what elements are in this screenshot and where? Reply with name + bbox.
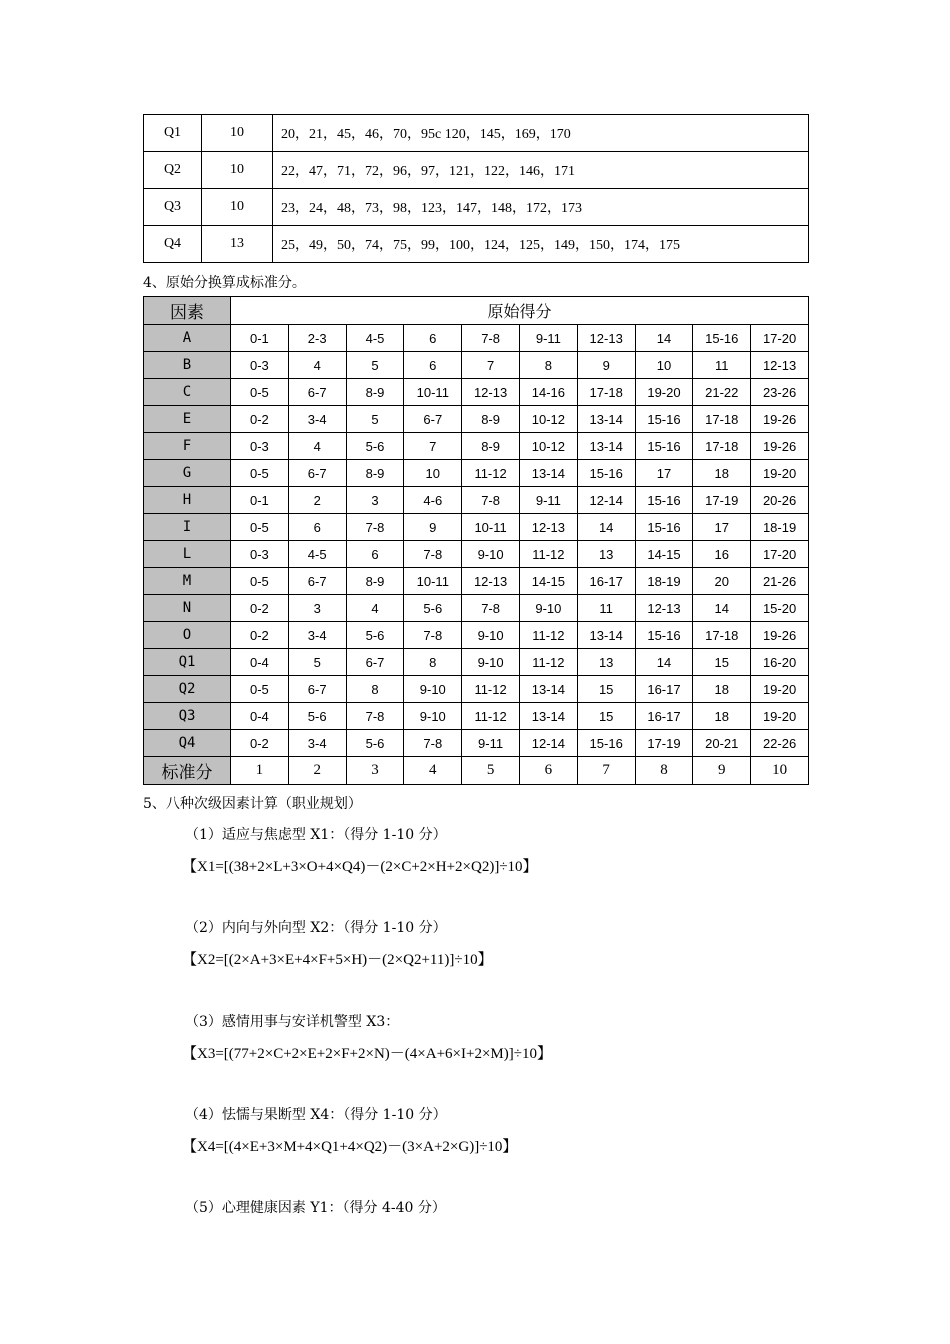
- x4-label: （4）怯懦与果断型 X4：（得分 1-10 分）: [185, 1107, 447, 1123]
- raw-score-range: 7-8: [462, 325, 520, 352]
- raw-score-range: 6-7: [288, 379, 346, 406]
- raw-score-range: 4-5: [346, 325, 404, 352]
- raw-score-range: 13-14: [519, 676, 577, 703]
- raw-score-range: 19-26: [751, 406, 809, 433]
- raw-score-range: 4: [346, 595, 404, 622]
- raw-score-range: 7: [404, 433, 462, 460]
- raw-score-range: 8-9: [346, 460, 404, 487]
- raw-score-range: 3-4: [288, 622, 346, 649]
- factor-label: E: [144, 406, 231, 433]
- raw-score-range: 16-17: [577, 568, 635, 595]
- standard-score: 10: [751, 757, 809, 785]
- raw-score-range: 15-16: [635, 622, 693, 649]
- raw-score-range: 4-5: [288, 541, 346, 568]
- raw-score-range: 18-19: [751, 514, 809, 541]
- raw-score-range: 9-10: [462, 541, 520, 568]
- item-count: 10: [202, 189, 273, 226]
- raw-score-range: 9-10: [404, 676, 462, 703]
- raw-score-range: 15-16: [577, 460, 635, 487]
- raw-score-range: 18-19: [635, 568, 693, 595]
- raw-score-range: 13-14: [519, 460, 577, 487]
- raw-score-range: 9: [577, 352, 635, 379]
- item-row: [144, 115, 809, 152]
- standard-score-label: 标准分: [144, 757, 231, 785]
- raw-score-range: 6: [404, 352, 462, 379]
- raw-score-range: 20-26: [751, 487, 809, 514]
- standard-score: 3: [346, 757, 404, 785]
- item-row: [144, 226, 809, 263]
- raw-score-range: 10-11: [404, 379, 462, 406]
- conversion-row: [144, 649, 809, 676]
- conversion-row: [144, 622, 809, 649]
- factor-label: O: [144, 622, 231, 649]
- item-factor: Q3: [144, 189, 202, 226]
- raw-score-range: 11-12: [462, 676, 520, 703]
- raw-score-range: 17-18: [693, 433, 751, 460]
- factor-label: I: [144, 514, 231, 541]
- standard-score: 4: [404, 757, 462, 785]
- raw-score-range: 18: [693, 460, 751, 487]
- raw-score-range: 5: [288, 649, 346, 676]
- raw-score-range: 6-7: [288, 460, 346, 487]
- item-count: 10: [202, 115, 273, 152]
- standard-score: 5: [462, 757, 520, 785]
- raw-score-range: 17-20: [751, 541, 809, 568]
- raw-score-range: 0-5: [231, 379, 289, 406]
- x1-label: （1）适应与焦虑型 X1：（得分 1-10 分）: [185, 827, 447, 843]
- raw-score-range: 17-19: [693, 487, 751, 514]
- conversion-row: [144, 433, 809, 460]
- raw-score-range: 9: [404, 514, 462, 541]
- raw-score-range: 3-4: [288, 406, 346, 433]
- raw-score-range: 12-13: [751, 352, 809, 379]
- raw-score-range: 11-12: [519, 541, 577, 568]
- raw-score-range: 15: [577, 676, 635, 703]
- item-numbers: 20，21，45，46，70，95c 120，145，169，170: [273, 115, 809, 152]
- raw-score-range: 4: [288, 433, 346, 460]
- raw-score-range: 0-2: [231, 730, 289, 757]
- raw-score-range: 15: [693, 649, 751, 676]
- raw-score-range: 3: [346, 487, 404, 514]
- factor-label: Q1: [144, 649, 231, 676]
- raw-score-range: 13: [577, 649, 635, 676]
- item-row: [144, 152, 809, 189]
- section-5-heading: 5、八种次级因素计算（职业规划）: [143, 796, 362, 812]
- raw-score-range: 11-12: [519, 622, 577, 649]
- conversion-row: [144, 352, 809, 379]
- raw-score-range: 9-10: [519, 595, 577, 622]
- raw-score-range: 17-19: [635, 730, 693, 757]
- raw-score-range: 12-13: [462, 568, 520, 595]
- raw-score-range: 14-15: [635, 541, 693, 568]
- standard-score-row: [144, 757, 809, 785]
- standard-score: 9: [693, 757, 751, 785]
- x3-label: （3）感情用事与安详机警型 X3：: [185, 1014, 400, 1030]
- raw-score-range: 10-12: [519, 433, 577, 460]
- raw-score-range: 14: [635, 325, 693, 352]
- x2-label: （2）内向与外向型 X2：（得分 1-10 分）: [185, 920, 447, 936]
- raw-score-range: 13-14: [519, 703, 577, 730]
- factor-label: G: [144, 460, 231, 487]
- standard-score: 1: [231, 757, 289, 785]
- factor-label: N: [144, 595, 231, 622]
- raw-score-range: 14: [635, 649, 693, 676]
- item-factor: Q2: [144, 152, 202, 189]
- raw-score-range: 11-12: [462, 703, 520, 730]
- factor-label: Q4: [144, 730, 231, 757]
- raw-score-range: 5-6: [404, 595, 462, 622]
- raw-score-range: 7-8: [462, 595, 520, 622]
- conversion-row: [144, 703, 809, 730]
- raw-score-range: 10: [404, 460, 462, 487]
- raw-score-range: 21-22: [693, 379, 751, 406]
- x4-formula: 【X4=[(4×E+3×M+4×Q1+4×Q2)－(3×A+2×G)]÷10】: [182, 1139, 518, 1155]
- raw-score-range: 13-14: [577, 622, 635, 649]
- raw-score-range: 15-16: [635, 514, 693, 541]
- raw-score-range: 19-26: [751, 622, 809, 649]
- raw-score-range: 0-2: [231, 406, 289, 433]
- conversion-row: [144, 406, 809, 433]
- raw-score-range: 8-9: [462, 433, 520, 460]
- raw-score-range: 8-9: [346, 379, 404, 406]
- raw-score-range: 10-11: [404, 568, 462, 595]
- raw-score-range: 15-16: [635, 487, 693, 514]
- raw-score-range: 5-6: [288, 703, 346, 730]
- raw-score-range: 0-5: [231, 676, 289, 703]
- y1-label: （5）心理健康因素 Y1：（得分 4-40 分）: [185, 1200, 446, 1216]
- raw-score-range: 8-9: [346, 568, 404, 595]
- section-4-heading: 4、原始分换算成标准分。: [143, 275, 306, 291]
- raw-score-range: 14-16: [519, 379, 577, 406]
- conversion-row: [144, 541, 809, 568]
- conversion-row: [144, 487, 809, 514]
- raw-score-range: 12-14: [519, 730, 577, 757]
- raw-score-header: 原始得分: [231, 297, 809, 325]
- raw-score-range: 0-1: [231, 325, 289, 352]
- conversion-row: [144, 730, 809, 757]
- raw-score-range: 16-17: [635, 703, 693, 730]
- raw-score-range: 19-26: [751, 433, 809, 460]
- item-numbers: 23，24，48，73，98，123，147，148，172，173: [273, 189, 809, 226]
- item-factor: Q1: [144, 115, 202, 152]
- raw-score-range: 19-20: [751, 703, 809, 730]
- raw-score-range: 17-18: [577, 379, 635, 406]
- conversion-row: [144, 676, 809, 703]
- raw-score-range: 12-14: [577, 487, 635, 514]
- factor-label: H: [144, 487, 231, 514]
- raw-score-range: 2: [288, 487, 346, 514]
- raw-score-range: 15: [577, 703, 635, 730]
- factor-label: C: [144, 379, 231, 406]
- raw-score-range: 16: [693, 541, 751, 568]
- raw-score-range: 14-15: [519, 568, 577, 595]
- raw-score-range: 0-5: [231, 514, 289, 541]
- raw-score-range: 10: [635, 352, 693, 379]
- raw-score-range: 19-20: [751, 676, 809, 703]
- conversion-header-row: [144, 297, 809, 325]
- raw-score-range: 0-3: [231, 352, 289, 379]
- item-numbers: 25，49，50，74，75，99，100，124，125，149，150，174，175: [273, 226, 809, 263]
- raw-score-range: 8: [404, 649, 462, 676]
- standard-score: 2: [288, 757, 346, 785]
- x2-formula: 【X2=[(2×A+3×E+4×F+5×H)－(2×Q2+11)]÷10】: [182, 952, 493, 968]
- raw-score-range: 20-21: [693, 730, 751, 757]
- raw-score-range: 7: [462, 352, 520, 379]
- raw-score-range: 11-12: [462, 460, 520, 487]
- raw-score-range: 9-10: [462, 649, 520, 676]
- raw-score-range: 12-13: [519, 514, 577, 541]
- raw-score-range: 0-4: [231, 703, 289, 730]
- raw-score-range: 0-5: [231, 568, 289, 595]
- x3-formula: 【X3=[(77+2×C+2×E+2×F+2×N)－(4×A+6×I+2×M)]÷10】: [182, 1046, 552, 1062]
- raw-score-range: 12-13: [635, 595, 693, 622]
- raw-score-range: 0-5: [231, 460, 289, 487]
- raw-score-range: 5-6: [346, 730, 404, 757]
- raw-score-range: 13-14: [577, 406, 635, 433]
- conversion-row: [144, 595, 809, 622]
- item-count-table: [143, 114, 809, 263]
- x1-formula: 【X1=[(38+2×L+3×O+4×Q4)－(2×C+2×H+2×Q2)]÷10】: [182, 859, 538, 875]
- factor-label: M: [144, 568, 231, 595]
- raw-score-range: 17: [693, 514, 751, 541]
- raw-score-range: 21-26: [751, 568, 809, 595]
- raw-score-range: 7-8: [346, 703, 404, 730]
- raw-score-range: 7-8: [346, 514, 404, 541]
- raw-score-range: 6-7: [288, 676, 346, 703]
- item-count: 13: [202, 226, 273, 263]
- raw-score-range: 9-11: [519, 325, 577, 352]
- factor-column-header: 因素: [144, 297, 231, 325]
- raw-score-range: 3-4: [288, 730, 346, 757]
- raw-score-range: 14: [577, 514, 635, 541]
- raw-score-range: 0-3: [231, 541, 289, 568]
- factor-label: A: [144, 325, 231, 352]
- standard-score: 6: [519, 757, 577, 785]
- item-row: [144, 189, 809, 226]
- raw-score-range: 4-6: [404, 487, 462, 514]
- raw-score-range: 22-26: [751, 730, 809, 757]
- raw-score-range: 17-20: [751, 325, 809, 352]
- raw-score-range: 9-11: [519, 487, 577, 514]
- raw-score-range: 13-14: [577, 433, 635, 460]
- raw-score-range: 6: [288, 514, 346, 541]
- raw-score-range: 5: [346, 406, 404, 433]
- raw-score-range: 5: [346, 352, 404, 379]
- item-count: 10: [202, 152, 273, 189]
- conversion-row: [144, 514, 809, 541]
- raw-score-range: 0-2: [231, 595, 289, 622]
- raw-score-range: 7-8: [404, 622, 462, 649]
- raw-score-range: 17-18: [693, 622, 751, 649]
- item-factor: Q4: [144, 226, 202, 263]
- raw-score-range: 12-13: [462, 379, 520, 406]
- raw-score-range: 0-3: [231, 433, 289, 460]
- raw-score-range: 16-20: [751, 649, 809, 676]
- conversion-row: [144, 568, 809, 595]
- factor-label: L: [144, 541, 231, 568]
- raw-score-range: 7-8: [404, 730, 462, 757]
- raw-score-range: 2-3: [288, 325, 346, 352]
- raw-score-range: 20: [693, 568, 751, 595]
- raw-score-range: 14: [693, 595, 751, 622]
- raw-score-range: 17-18: [693, 406, 751, 433]
- standard-score: 8: [635, 757, 693, 785]
- conversion-row: [144, 325, 809, 352]
- raw-score-range: 10-11: [462, 514, 520, 541]
- raw-score-range: 11-12: [519, 649, 577, 676]
- raw-score-range: 7-8: [404, 541, 462, 568]
- factor-label: F: [144, 433, 231, 460]
- raw-score-range: 0-4: [231, 649, 289, 676]
- raw-score-range: 6: [346, 541, 404, 568]
- item-numbers: 22，47，71，72，96，97，121，122，146，171: [273, 152, 809, 189]
- raw-score-range: 11: [693, 352, 751, 379]
- raw-score-range: 18: [693, 676, 751, 703]
- factor-label: B: [144, 352, 231, 379]
- raw-score-range: 15-16: [635, 433, 693, 460]
- raw-score-range: 15-16: [693, 325, 751, 352]
- raw-score-range: 19-20: [635, 379, 693, 406]
- raw-score-range: 9-10: [462, 622, 520, 649]
- raw-score-range: 0-2: [231, 622, 289, 649]
- raw-score-range: 7-8: [462, 487, 520, 514]
- raw-score-range: 17: [635, 460, 693, 487]
- raw-score-range: 8: [519, 352, 577, 379]
- raw-score-range: 13: [577, 541, 635, 568]
- raw-score-range: 8: [346, 676, 404, 703]
- raw-score-range: 11: [577, 595, 635, 622]
- raw-score-range: 3: [288, 595, 346, 622]
- raw-score-range: 8-9: [462, 406, 520, 433]
- score-conversion-table: [143, 296, 809, 785]
- raw-score-range: 4: [288, 352, 346, 379]
- raw-score-range: 9-10: [404, 703, 462, 730]
- raw-score-range: 19-20: [751, 460, 809, 487]
- raw-score-range: 15-20: [751, 595, 809, 622]
- conversion-row: [144, 379, 809, 406]
- raw-score-range: 6-7: [288, 568, 346, 595]
- raw-score-range: 18: [693, 703, 751, 730]
- factor-label: Q3: [144, 703, 231, 730]
- conversion-row: [144, 460, 809, 487]
- raw-score-range: 5-6: [346, 433, 404, 460]
- raw-score-range: 10-12: [519, 406, 577, 433]
- raw-score-range: 0-1: [231, 487, 289, 514]
- raw-score-range: 6-7: [404, 406, 462, 433]
- standard-score: 7: [577, 757, 635, 785]
- raw-score-range: 23-26: [751, 379, 809, 406]
- raw-score-range: 15-16: [577, 730, 635, 757]
- raw-score-range: 9-11: [462, 730, 520, 757]
- factor-label: Q2: [144, 676, 231, 703]
- raw-score-range: 15-16: [635, 406, 693, 433]
- raw-score-range: 5-6: [346, 622, 404, 649]
- raw-score-range: 16-17: [635, 676, 693, 703]
- raw-score-range: 12-13: [577, 325, 635, 352]
- raw-score-range: 6-7: [346, 649, 404, 676]
- raw-score-range: 6: [404, 325, 462, 352]
